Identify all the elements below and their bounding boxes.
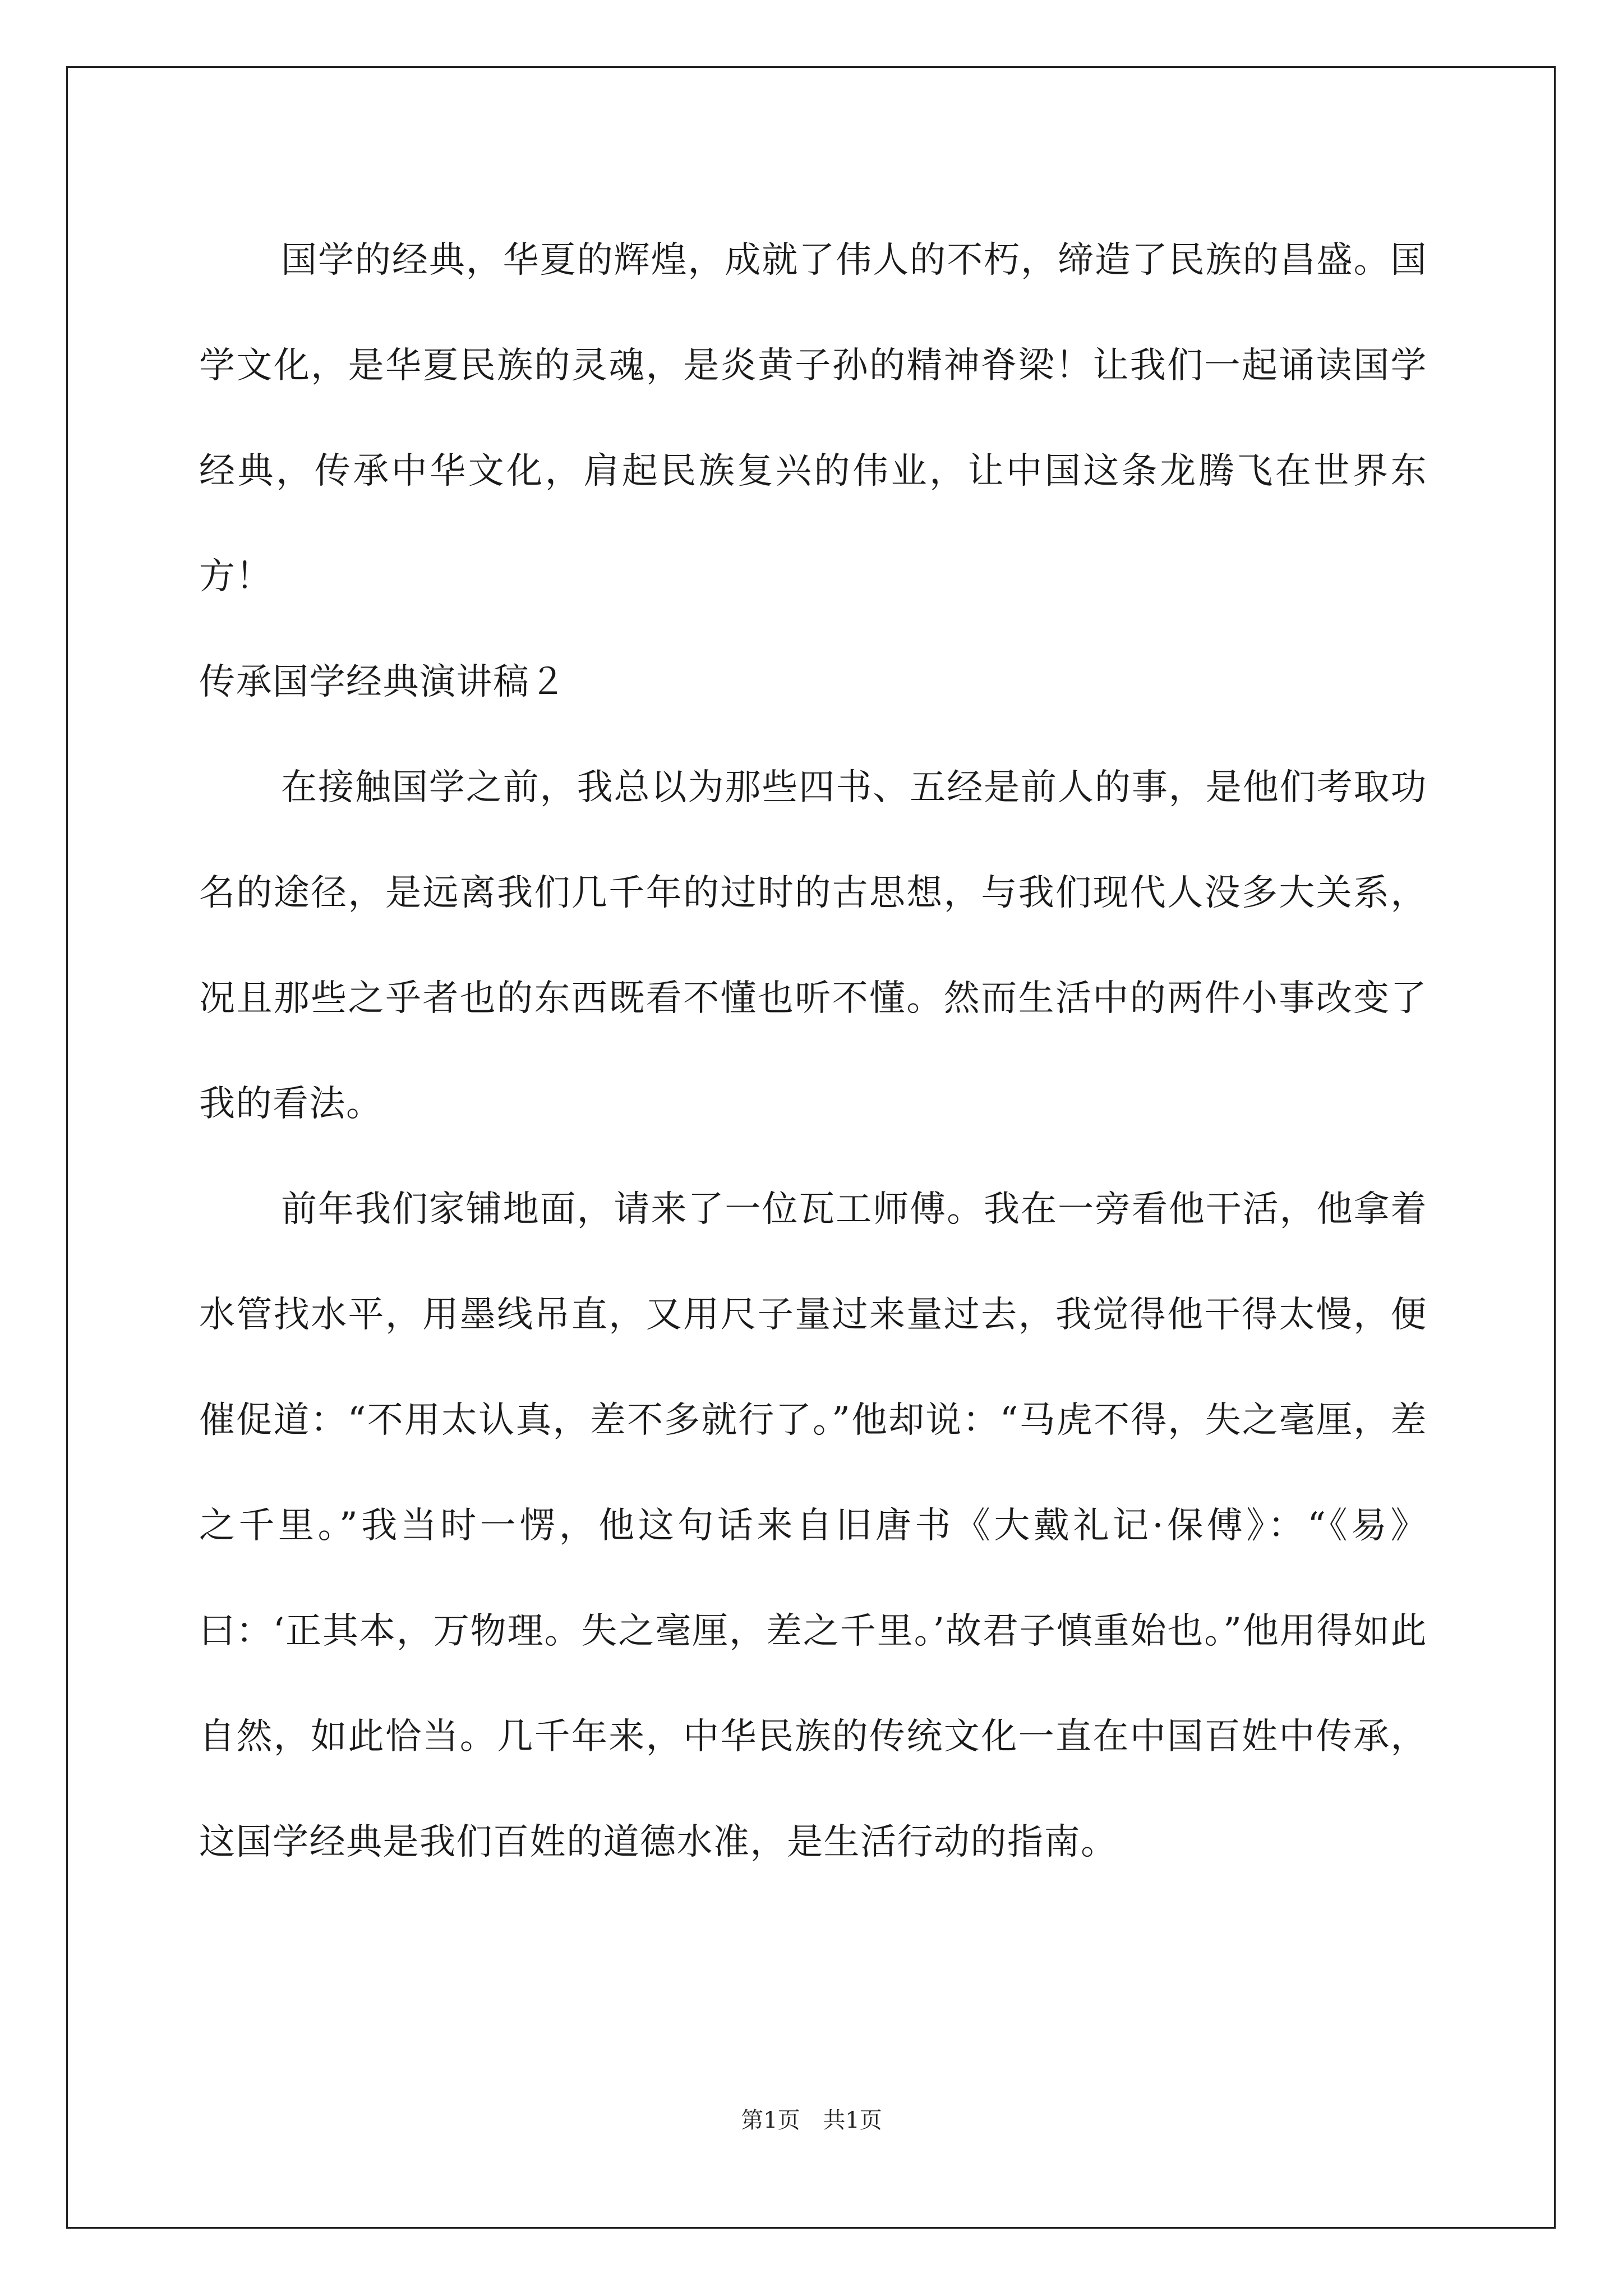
paragraph-3: 前年我们家铺地面，请来了一位瓦工师傅。我在一旁看他干活，他拿着水管找水平，用墨线吊直，又用尺子量过来量过去，我觉得他干得太慢，便催促道：“不用太认真，差不多就行了。”他却说：“马虎不得，失之毫厘，差之千里。”我当时一愣，他这句话来自旧唐书《大戴礼记·保傅》：“《易》曰：‘正其本，万物理。失之毫厘，差之千里。’故君子慎重始也。”他用得如此自然，如此恰当。几千年来，中华民族的传统文化一直在中国百姓中传承，这国学经典是我们百姓的道德水准，是生活行动的指南。 xyxy=(199,1189,1427,1863)
paragraph-1: 国学的经典，华夏的辉煌，成就了伟人的不朽，缔造了民族的昌盛。国学文化，是华夏民族的灵魂，是炎黄子孙的精神脊梁！让我们一起诵读国学经典，传承中华文化，肩起民族复兴的伟业，让中国这条龙腾飞在世界东方！ xyxy=(199,240,1427,597)
paragraph-2: 在接触国学之前，我总以为那些四书、五经是前人的事，是他们考取功名的途径，是远离我们几千年的过时的古思想，与我们现代人没多大关系，况且那些之乎者也的东西既看不懂也听不懂。然而生活中的两件小事改变了我的看法。 xyxy=(199,767,1427,1125)
page-footer xyxy=(0,2104,1623,2137)
page-number: 第1页 xyxy=(741,2108,800,2133)
page-total: 共1页 xyxy=(823,2108,882,2133)
section-heading: 传承国学经典演讲稿２ xyxy=(199,661,566,703)
document-body xyxy=(199,208,1427,1895)
